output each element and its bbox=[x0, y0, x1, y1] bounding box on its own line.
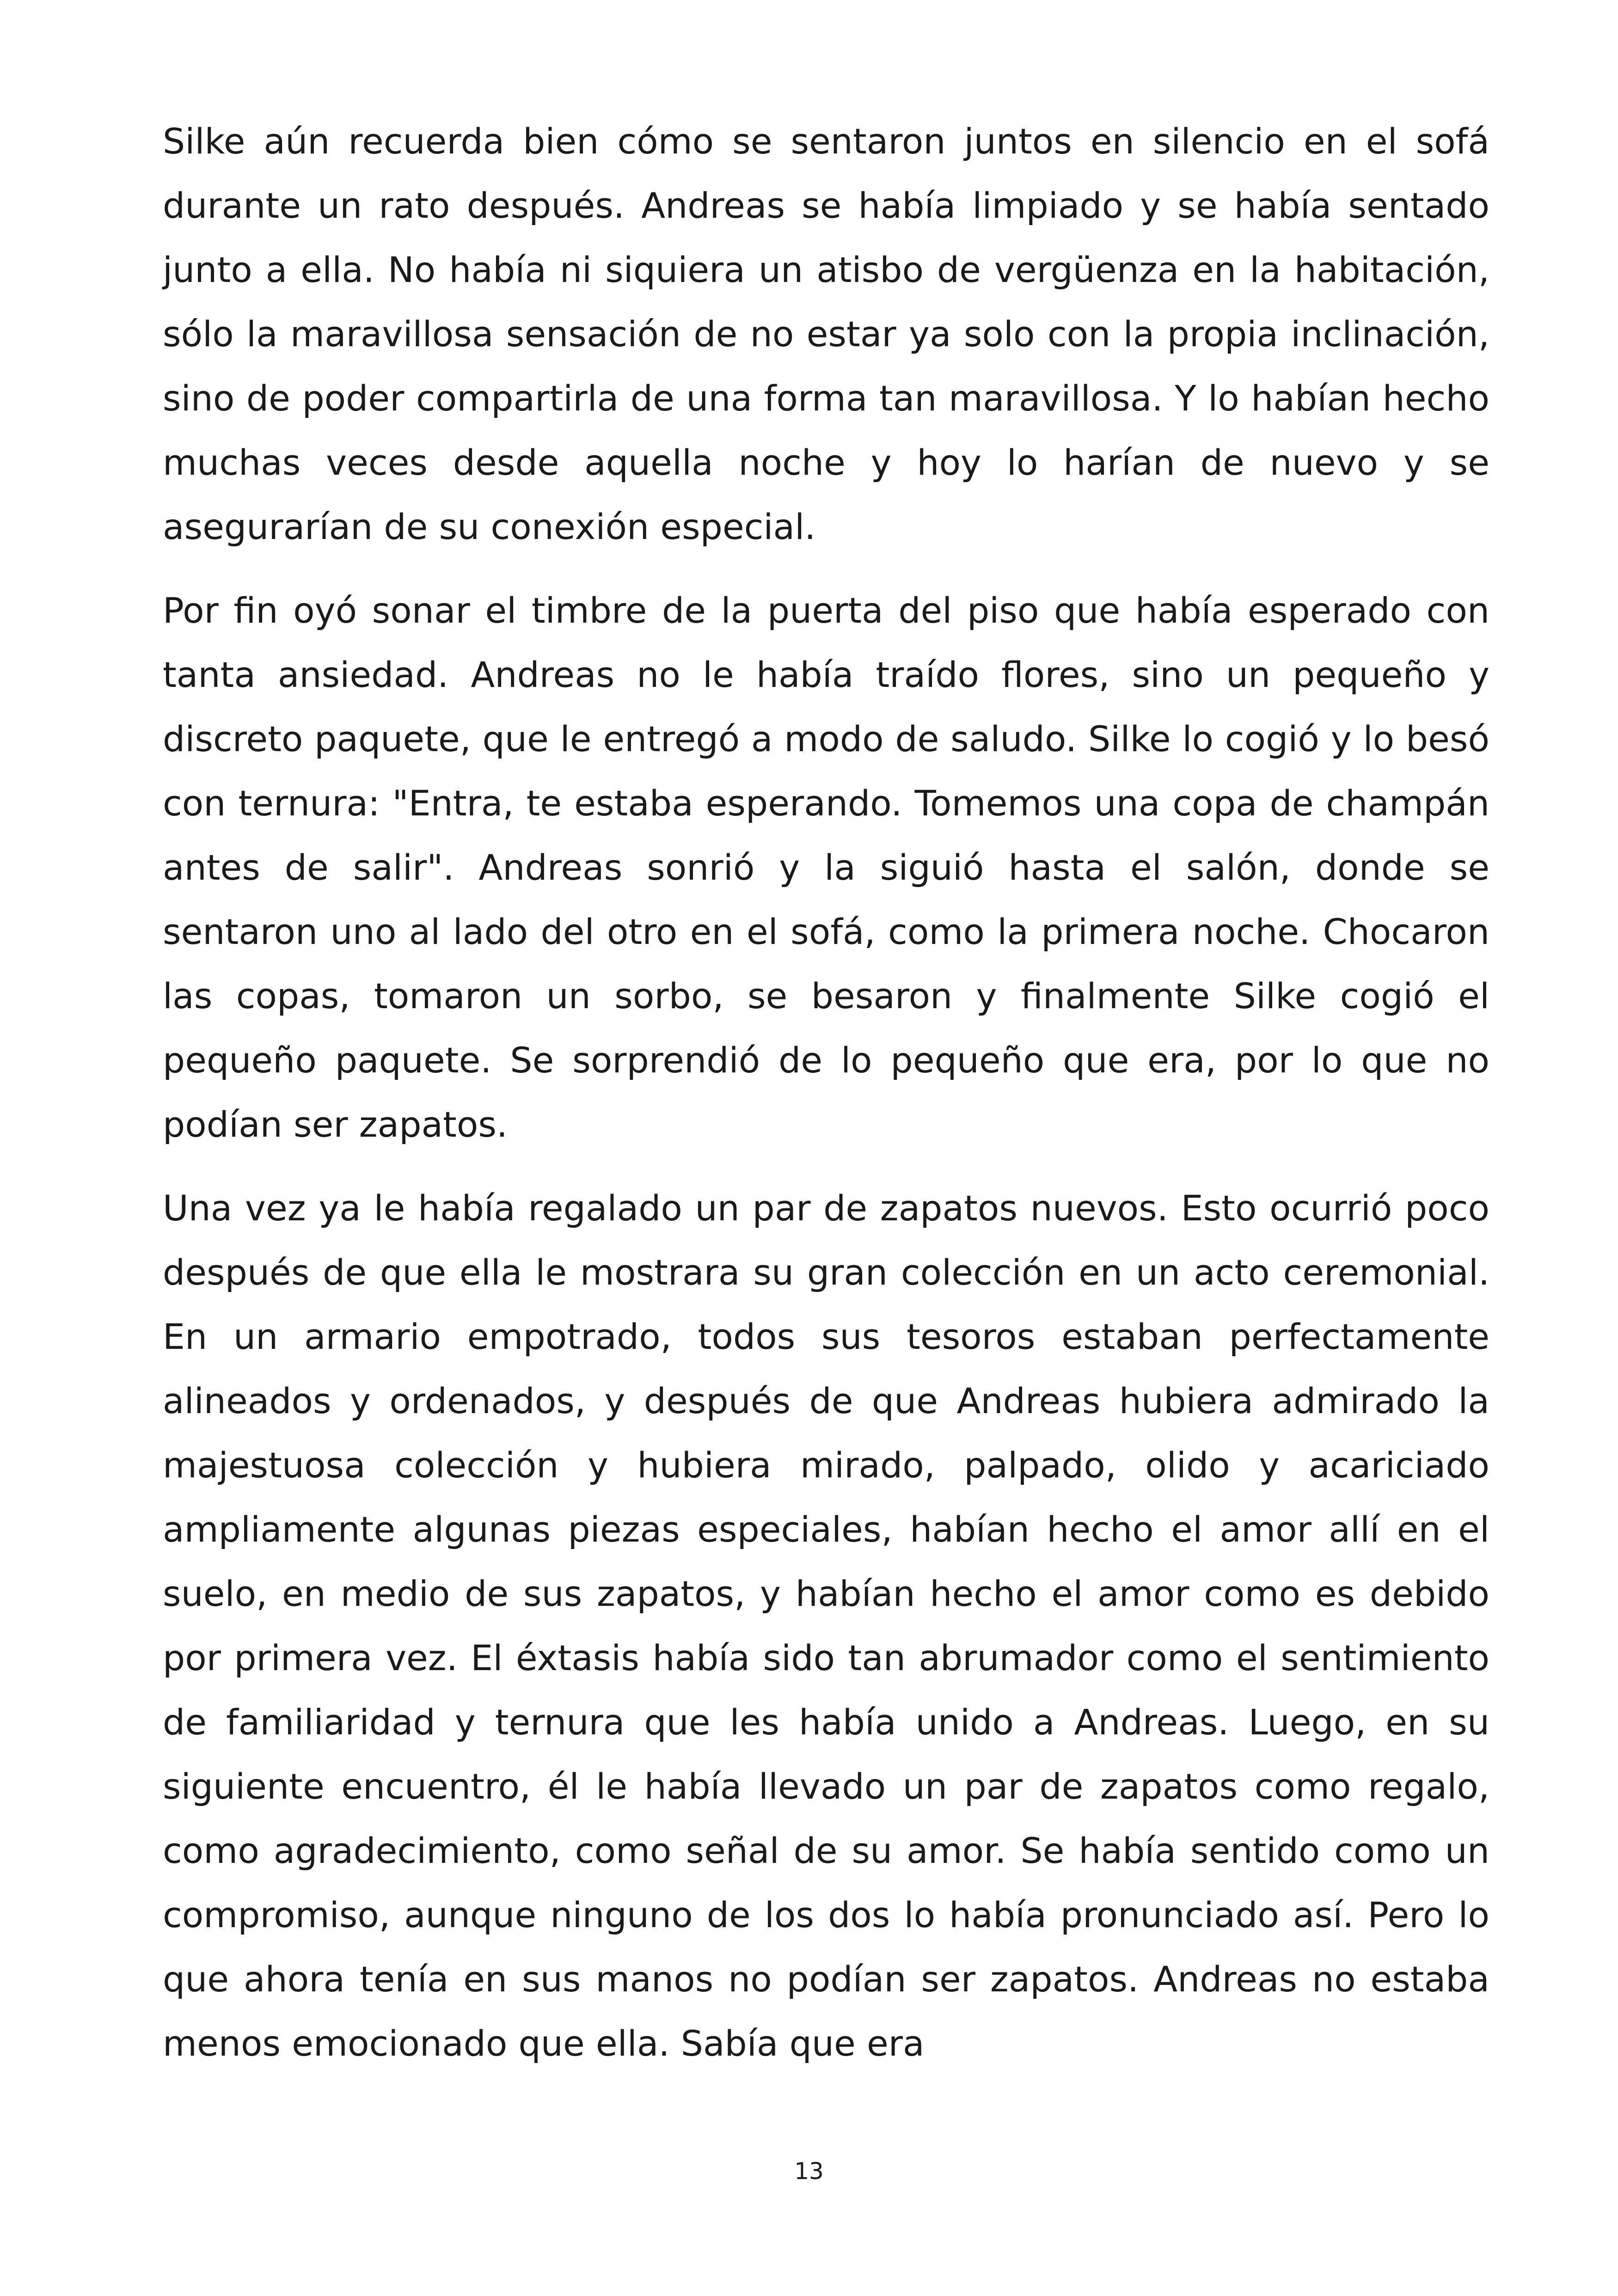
paragraph-3: Una vez ya le había regalado un par de zapatos nuevos. Esto ocurrió poco después de que ella le mostrara su gran colección en un acto ceremonial. En un armario empotrado, todos sus tesoros estaban perfectamente alineados y ordenados, y después de que Andreas hubiera admirado la majestuosa colección y hubiera mirado, palpado, olido y acariciado ampliamente algunas piezas especiales, habían hecho el amor allí en el suelo, en medio de sus zapatos, y habían hecho el amor como es debido por primera vez. El éxtasis había sido tan abrumador como el sentimiento de familiaridad y ternura que les había unido a Andreas. Luego, en su siguiente encuentro, él le había llevado un par de zapatos como regalo, como agradecimiento, como señal de su amor. Se había sentido como un compromiso, aunque ninguno de los dos lo había pronunciado así. Pero lo que ahora tenía en sus manos no podían ser zapatos. Andreas no estaba menos emocionado que ella. Sabía que era bbox=[163, 1188, 1489, 2064]
page-number: 13 bbox=[794, 2158, 824, 2185]
body-text bbox=[163, 109, 1489, 2095]
paragraph-2: Por fin oyó sonar el timbre de la puerta del piso que había esperado con tanta ansiedad. Andreas no le había traído flores, sino un pequeño y discreto paquete, que le entregó a modo de saludo. Silke lo cogió y lo besó con ternura: "Entra, te estaba esperando. Tomemos una copa de champán antes de salir". Andreas sonrió y la siguió hasta el salón, donde se sentaron uno al lado del otro en el sofá, como la primera noche. Chocaron las copas, tomaron un sorbo, se besaron y finalmente Silke cogió el pequeño paquete. Se sorprendió de lo pequeño que era, por lo que no podían ser zapatos. bbox=[163, 590, 1489, 1145]
paragraph-1: Silke aún recuerda bien cómo se sentaron juntos en silencio en el sofá durante un rato después. Andreas se había limpiado y se había sentado junto a ella. No había ni siquiera un atisbo de vergüenza en la habitación, sólo la maravillosa sensación de no estar ya solo con la propia inclinación, sino de poder compartirla de una forma tan maravillosa. Y lo habían hecho muchas veces desde aquella noche y hoy lo harían de nuevo y se asegurarían de su conexión especial. bbox=[163, 121, 1489, 547]
